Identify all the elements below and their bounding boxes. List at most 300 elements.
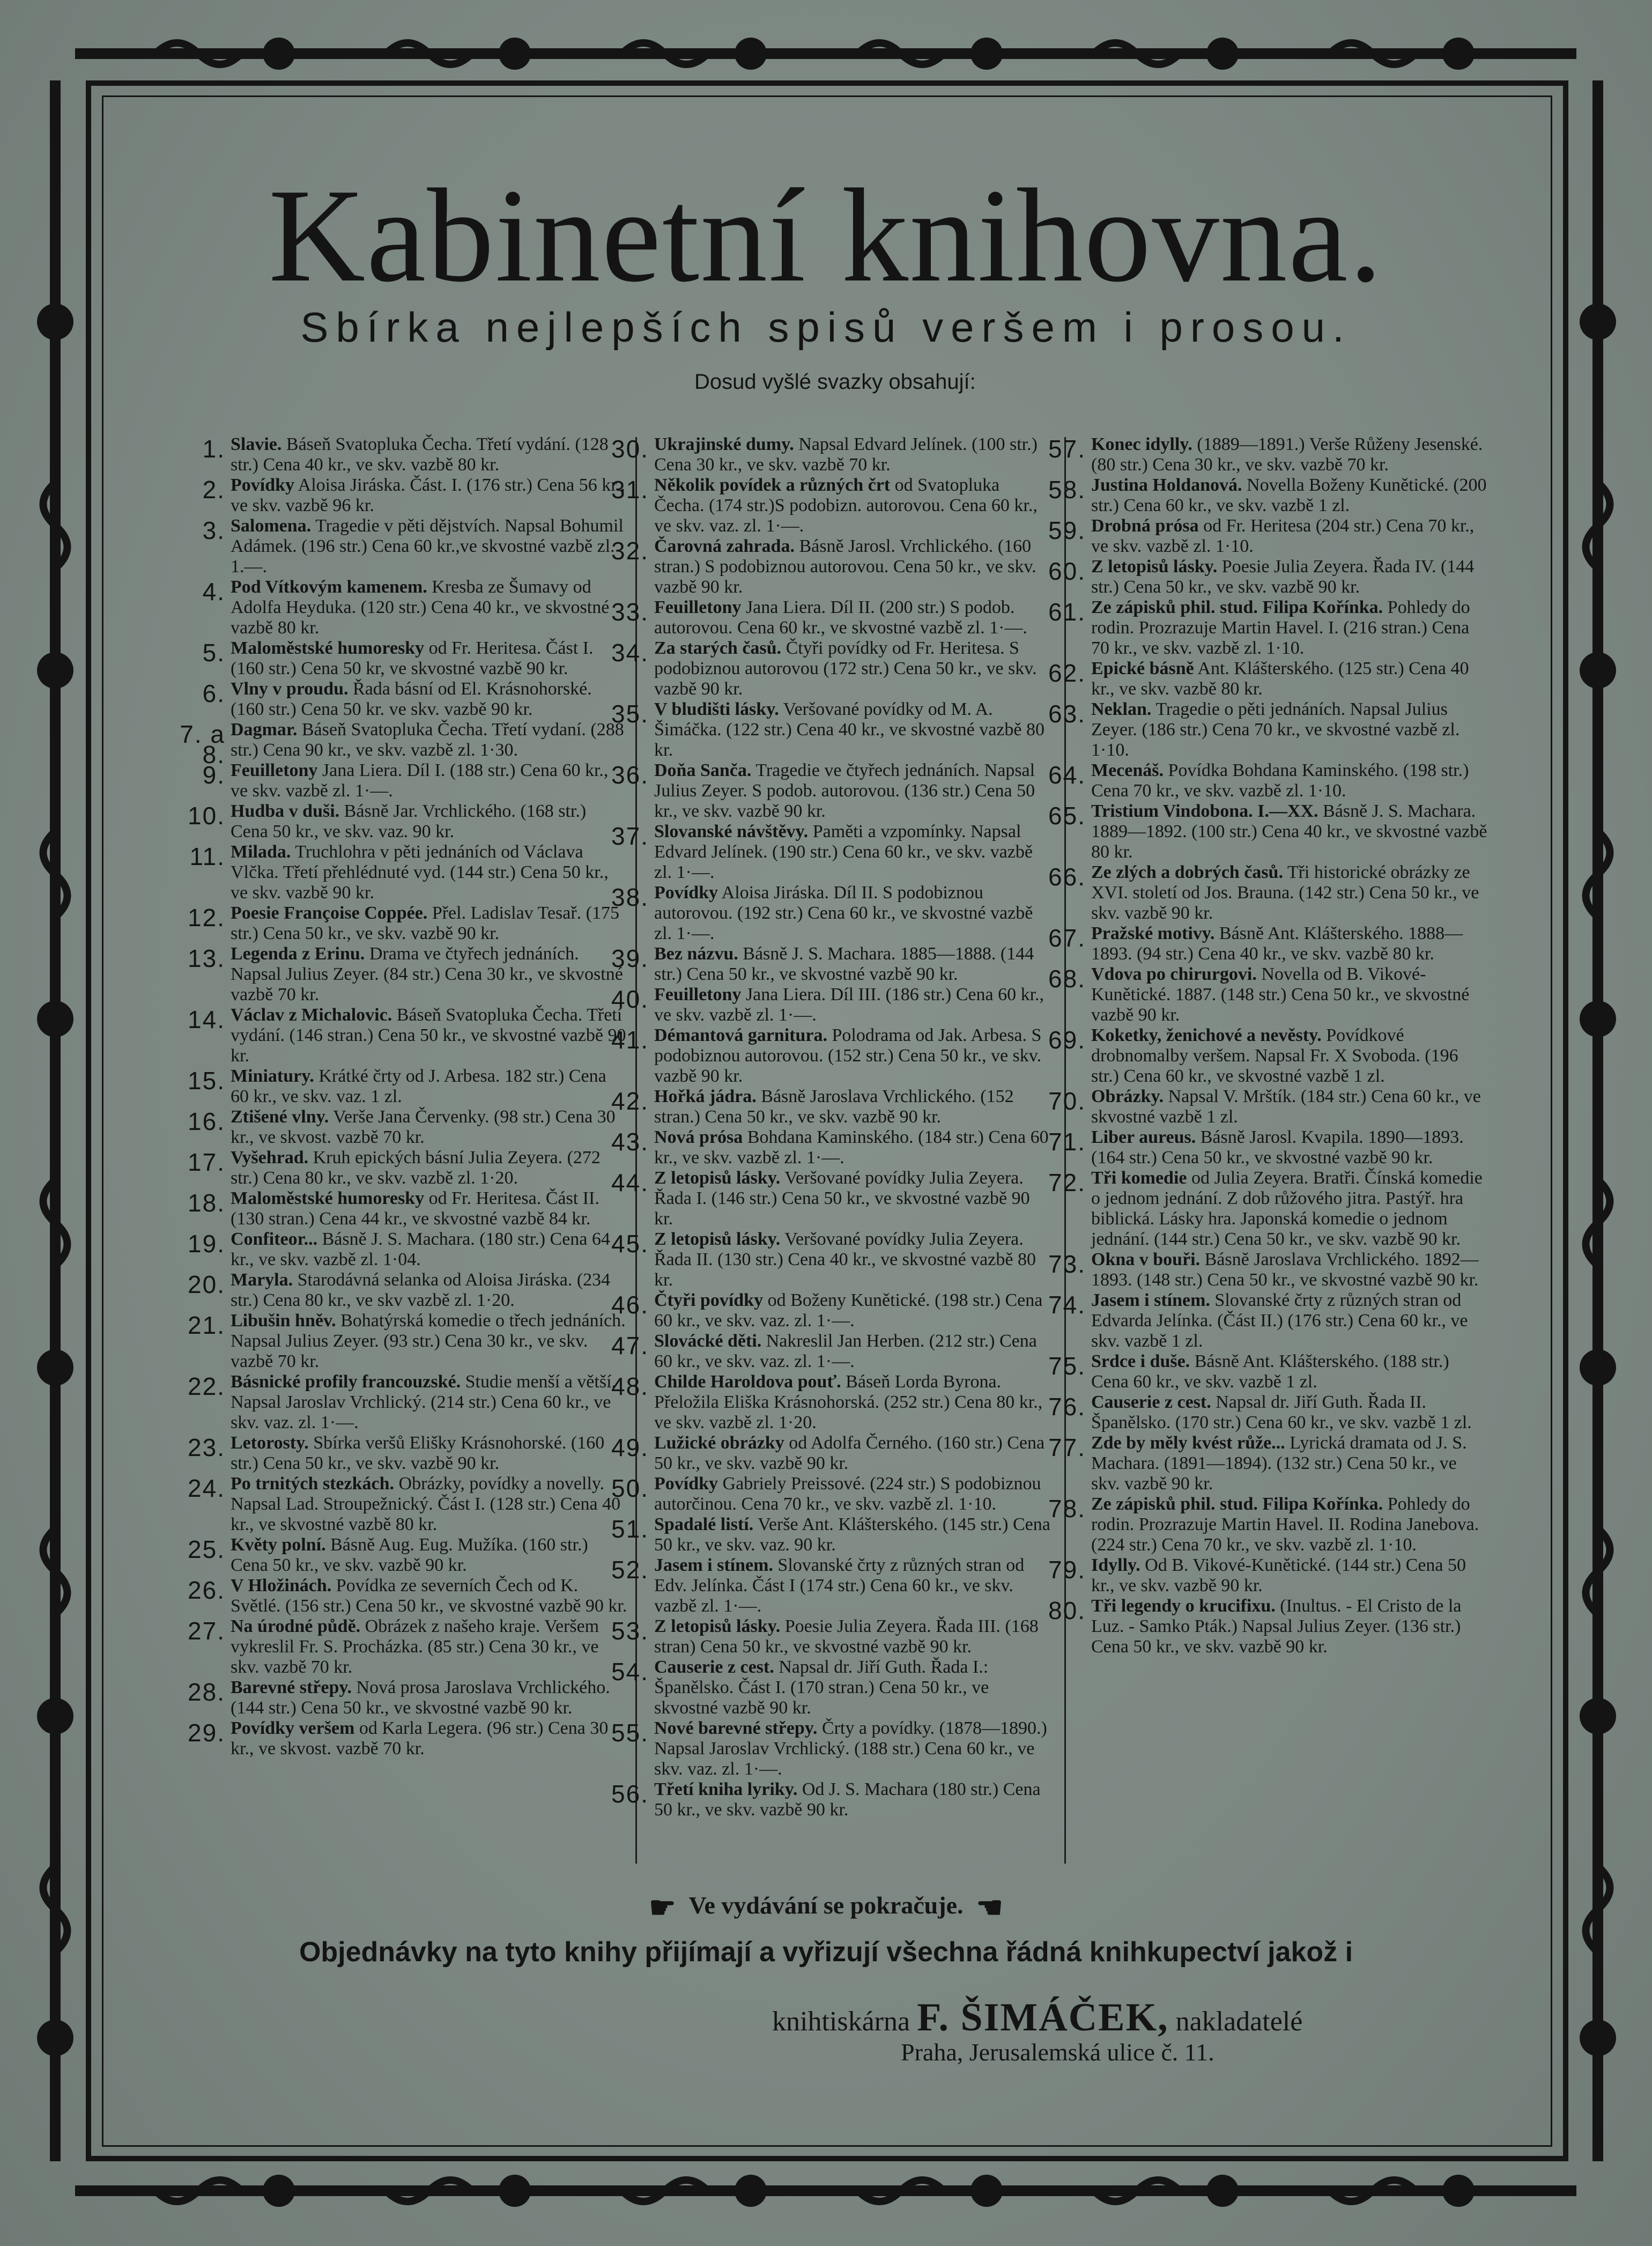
ornamental-scroll-border-icon — [75, 29, 1576, 78]
entry-title: Neklan. — [1091, 699, 1152, 719]
entry-number: 45. — [611, 1230, 649, 1258]
catalog-entry — [611, 822, 1051, 883]
catalog-entry — [188, 1188, 627, 1229]
entry-number: 55. — [611, 1719, 649, 1747]
entry-number: 44. — [611, 1169, 649, 1196]
entry-title: Vyšehrad. — [231, 1148, 309, 1168]
entry-number: 47. — [611, 1332, 649, 1360]
continuation-text: Ve vydávání se pokračuje. — [688, 1892, 964, 1919]
entry-title: Ze zápisků phil. stud. Filipa Kořínka. — [1091, 597, 1383, 617]
entry-number: 7. a 8. — [180, 720, 225, 769]
entry-description: Obrázky, povídky a novelly. Napsal Lad. Stroupežnický. Část I. (128 str.) Cena 40 kr., ve skvostné vazbě 80 kr. — [231, 1474, 621, 1534]
entry-number: 52. — [611, 1556, 649, 1584]
catalog-entry — [188, 903, 627, 944]
entry-description: Napsal V. Mrštík. (184 str.) Cena 60 kr., ve skvostné vazbě 1 zl. — [1091, 1087, 1481, 1127]
entry-description: Lyrická dramata od J. S. Machara. (1891—1894). (132 str.) Cena 50 kr., ve skv. vazbě 90 kr. — [1091, 1433, 1467, 1494]
entry-number: 66. — [1048, 863, 1086, 891]
entry-number: 64. — [1048, 761, 1086, 789]
entry-title: Slovácké děti. — [654, 1331, 762, 1351]
entry-description: Aloisa Jiráska. Část. I. (176 str.) Cena 56 kr., ve skv. vazbě 96 kr. — [231, 475, 625, 515]
entry-description: Povídka Bohdana Kaminského. (198 str.) Cena 70 kr., ve skv. vazbě zl. 1·10. — [1091, 760, 1469, 801]
entry-title: Povídky veršem — [231, 1718, 355, 1738]
entry-number: 13. — [188, 944, 225, 972]
publisher-address: Praha, Jerusalemská ulice č. 11. — [901, 2038, 1214, 2066]
catalog-entry — [202, 434, 627, 475]
entry-description: Od J. S. Machara (180 str.) Cena 50 kr., ve skv. vazbě 90 kr. — [654, 1779, 1041, 1820]
catalog-entry — [611, 1555, 1051, 1616]
entry-title: Jasem i stínem. — [654, 1555, 773, 1575]
entry-title: Jasem i stínem. — [1091, 1290, 1210, 1310]
entry-title: Slavie. — [231, 434, 282, 454]
catalog-entry — [202, 475, 627, 516]
entry-title: Ukrajinské dumy. — [654, 434, 794, 454]
entry-number: 36. — [611, 761, 649, 789]
entry-description: Drama ve čtyřech jednáních. Napsal Julius Zeyer. (84 str.) Cena 30 kr., ve skvostné vazbě 70 kr. — [231, 944, 623, 1004]
publisher-name: F. ŠIMÁČEK, — [917, 1996, 1169, 2040]
entry-title: Pod Vítkovým kamenem. — [231, 577, 427, 597]
entry-description: Kresba ze Šumavy od Adolfa Heyduka. (120 str.) Cena 40 kr., ve skvostné vazbě 80 kr. — [231, 577, 610, 638]
entry-title: Hudba v duši. — [231, 801, 340, 821]
page-subtitle: Sbírka nejlepších spisů veršem i prosou. — [300, 304, 1352, 351]
catalog-entry — [611, 1616, 1051, 1657]
entry-description: Napsal dr. Jiří Guth. Řada II. Španělsko. (170 str.) Cena 60 kr., ve skv. vazbě 1 zl. — [1091, 1392, 1472, 1432]
entry-description: Polodrama od Jak. Arbesa. S podobiznou autorovou. (152 str.) Cena 50 kr., ve skv. vazbě 90 kr. — [654, 1025, 1042, 1086]
entry-title: Konec idylly. — [1091, 434, 1192, 454]
catalog-entry — [188, 801, 627, 842]
entry-number: 4. — [202, 578, 225, 605]
entry-number: 33. — [611, 598, 649, 626]
entry-description: Tragedie o pěti jednáních. Napsal Julius Zeyer. (186 str.) Cena 70 kr., ve skvostné vazbě zl. 1·10. — [1091, 699, 1460, 760]
entry-title: Vlny v proudu. — [231, 679, 349, 699]
entry-description: Napsal dr. Jiří Guth. Řada I.: Španělsko. Část I. (170 stran.) Cena 50 kr., ve skvostné vazbě 90 kr. — [654, 1657, 989, 1718]
catalog-column-3 — [1048, 434, 1488, 1657]
catalog-entry — [1048, 699, 1488, 760]
entry-title: Hořká jádra. — [654, 1087, 757, 1106]
catalog-entry — [202, 760, 627, 801]
entry-number: 68. — [1048, 965, 1086, 993]
entry-title: Feuilletony — [654, 985, 742, 1004]
entry-description: Kruh epických básní Julia Zeyera. (272 str.) Cena 80 kr., ve skv. vazbě zl. 1·20. — [231, 1148, 601, 1188]
entry-description: Básně Jar. Vrchlického. (168 str.) Cena 50 kr., ve skv. vaz. 90 kr. — [231, 801, 587, 841]
entry-description: Báseň Svatopluka Čecha. Třetí vydání. (146 stran.) Cena 50 kr., ve skvostné vazbě 90 kr. — [231, 1005, 626, 1066]
entry-description: Truchlohra v pěti jednáních od Václava Vlčka. Třetí přehlédnuté vyd. (144 str.) Cena 50 kr., ve skv. vazbě 90 kr. — [231, 842, 609, 903]
entry-title: Letorosty. — [231, 1433, 309, 1453]
entry-description: Povídka ze severních Čech od K. Světlé. (156 str.) Cena 50 kr., ve skvostné vazbě 90 kr. — [231, 1576, 627, 1616]
entry-title: Po trnitých stezkách. — [231, 1474, 395, 1494]
catalog-entry — [611, 434, 1051, 475]
catalog-entry — [611, 1168, 1051, 1229]
catalog-entry — [611, 536, 1051, 597]
entry-title: Ze zlých a dobrých časů. — [1091, 862, 1283, 882]
entry-description: Ant. Klášterského. (125 str.) Cena 40 kr., ve skv. vazbě 80 kr. — [1091, 659, 1469, 699]
entry-description: od Julia Zeyera. Bratři. Čínská komedie o jednom jednání. Z dob růžového jitra. Pastýř. hra biblická. Lásky hra. Japonská komedie o jednom jednání. (144 str.) Cena 50 kr., ve skv. vazbě 90 kr. — [1091, 1168, 1483, 1249]
entry-description: Básně Jarosl. Vrchlického. (160 stran.) S podobiznou autorovou. Cena 50 kr., ve skv. vazbě 90 kr. — [654, 536, 1036, 597]
entry-description: Básně Ant. Klášterského. 1888—1893. (94 str.) Cena 40 kr., ve skv. vazbě 80 kr. — [1091, 923, 1463, 964]
entry-description: Báseň Svatopluka Čecha. Třetí vydaní. (288 str.) Cena 90 kr., ve skv. vazbě zl. 1·30. — [231, 720, 624, 760]
entry-title: Slovanské návštěvy. — [654, 822, 809, 841]
entry-number: 28. — [188, 1678, 225, 1706]
entry-number: 40. — [611, 985, 649, 1013]
entry-title: Vdova po chirurgovi. — [1091, 964, 1257, 984]
entry-description: Od B. Vikové-Kunětické. (144 str.) Cena 50 kr., ve skv. vazbě 90 kr. — [1091, 1555, 1466, 1595]
entry-description: Řada básní od El. Krásnohorské. (160 str.) Cena 50 kr. ve skv. vazbě 90 kr. — [231, 679, 592, 719]
entry-number: 15. — [188, 1067, 225, 1095]
entry-description: Básně Jaroslava Vrchlického. (152 stran.) Cena 50 kr., ve skv. vazbě 90 kr. — [654, 1087, 1014, 1127]
entry-description: Báseň Svatopluka Čecha. Třetí vydání. (128 str.) Cena 40 kr., ve skv. vazbě 80 kr. — [231, 434, 609, 475]
entry-title: Causerie z cest. — [654, 1657, 774, 1677]
entry-title: Maloměstské humoresky — [231, 638, 425, 658]
catalog-entry — [611, 760, 1051, 822]
catalog-entry — [188, 1148, 627, 1188]
catalog-entry — [611, 475, 1051, 536]
entry-title: Spadalé listí. — [654, 1514, 754, 1534]
catalog-entry — [1048, 1087, 1488, 1127]
entry-title: Z letopisů lásky. — [654, 1616, 781, 1636]
entry-title: Čarovná zahrada. — [654, 536, 795, 556]
entry-title: Tristium Vindobona. I.—XX. — [1091, 801, 1318, 821]
entry-title: Démantová garnitura. — [654, 1025, 827, 1045]
catalog-entry — [611, 1433, 1051, 1474]
entry-description: Nová prosa Jaroslava Vrchlického. (144 str.) Cena 50 kr., ve skvostné vazbě 90 kr. — [231, 1678, 610, 1718]
entry-description: Jana Liera. Díl II. (200 str.) S podob. autorovou. Cena 60 kr., ve skvostné vazbě zl. 1·—. — [654, 597, 1027, 638]
catalog-entry — [611, 883, 1051, 944]
catalog-entry — [611, 638, 1051, 699]
publisher-suffix: nakladatelé — [1175, 2006, 1303, 2037]
entry-title: Salomena. — [231, 516, 312, 536]
entry-title: V Hložinách. — [231, 1576, 332, 1595]
catalog-entry — [188, 1107, 627, 1148]
catalog-entry — [1048, 1494, 1488, 1555]
entry-number: 16. — [188, 1107, 225, 1135]
entry-description: od Svatopluka Čecha. (174 str.)S podobizn. autorovou. Cena 60 kr., ve skv. vaz. zl. 1·—. — [654, 475, 1038, 536]
entry-description: Jana Liera. Díl III. (186 str.) Cena 60 kr., ve skv. vazbě zl. 1·—. — [654, 985, 1044, 1025]
entry-description: Báseň Lorda Byrona. Přeložila Eliška Krásnohorská. (252 str.) Cena 80 kr., ve skv. vazbě zl. 1·20. — [654, 1372, 1043, 1432]
publisher-prefix: knihtiskárna — [772, 2006, 910, 2037]
entry-description: Bohdana Kaminského. (184 str.) Cena 60 kr., ve skv. vazbě zl. 1·—. — [654, 1127, 1049, 1168]
entry-description: Studie menší a větší. Napsal Jaroslav Vrchlický. (214 str.) Cena 60 kr., ve skv. vaz. zl. 1·—. — [231, 1372, 617, 1432]
entry-description: Básně Aug. Eug. Mužíka. (160 str.) Cena 50 kr., ve skv. vazbě 90 kr. — [231, 1535, 588, 1575]
entry-description: od Adolfa Černého. (160 str.) Cena 50 kr., ve skv. vazbě 90 kr. — [654, 1433, 1045, 1473]
entry-number: 56. — [611, 1780, 649, 1808]
catalog-entry — [188, 1066, 627, 1107]
entry-number: 77. — [1048, 1434, 1086, 1461]
entry-title: Feuilletony — [231, 760, 318, 780]
entry-description: Tragedie v pěti dějstvích. Napsal Bohumil Adámek. (196 str.) Cena 60 kr.,ve skvostné vazbě zl. 1.—. — [231, 516, 624, 577]
entry-number: 35. — [611, 700, 649, 728]
entry-number: 78. — [1048, 1495, 1086, 1523]
entry-number: 23. — [188, 1434, 225, 1461]
entry-description: (1889—1891.) Verše Růženy Jesenské. (80 str.) Cena 30 kr., ve skv. vazbě 70 kr. — [1091, 434, 1483, 475]
catalog-entry — [1048, 475, 1488, 516]
entry-number: 18. — [188, 1189, 225, 1217]
entry-description: Básně J. S. Machara. (180 str.) Cena 64 kr., ve skv. vazbě zl. 1·04. — [231, 1229, 610, 1269]
entry-description: Veršované povídky Julia Zeyera. Řada II. (130 str.) Cena 40 kr., ve skvostné vazbě 80 kr. — [654, 1229, 1036, 1290]
entry-description: Novella od B. Vikové-Kunětické. 1887. (148 str.) Cena 50 kr., ve skvostné vazbě 90 kr. — [1091, 964, 1470, 1025]
catalog-entry — [1048, 1555, 1488, 1596]
entry-title: Justina Holdanová. — [1091, 475, 1242, 495]
catalog-entry — [611, 1087, 1051, 1127]
catalog-entry — [1048, 1596, 1488, 1657]
entry-number: 26. — [188, 1576, 225, 1604]
entry-description: od Fr. Heritesa (204 str.) Cena 70 kr., ve skv. vazbě zl. 1·10. — [1091, 516, 1475, 556]
entry-title: Bez názvu. — [654, 944, 738, 964]
entry-number: 27. — [188, 1617, 225, 1645]
ornamental-scroll-border-icon — [75, 2167, 1576, 2215]
entry-number: 50. — [611, 1474, 649, 1502]
entry-title: Barevné střepy. — [231, 1678, 352, 1697]
entry-description: Veršované povídky od M. A. Šimáčka. (122 str.) Cena 40 kr., ve skvostné vazbě 80 kr. — [654, 699, 1045, 760]
ornamental-scroll-border-icon — [1568, 80, 1627, 2161]
entry-number: 10. — [188, 802, 225, 830]
entry-description: Gabriely Preissové. (224 str.) S podobiznou autorčinou. Cena 70 kr., ve skv. vazbě zl. 1·10. — [654, 1474, 1041, 1514]
ornamental-scroll-border-icon — [26, 80, 85, 2161]
entry-description: Jana Liera. Díl I. (188 str.) Cena 60 kr., ve skv. vazbě zl. 1·—. — [231, 760, 609, 801]
entry-description: od Fr. Heritesa. Část II. (130 stran.) Cena 44 kr., ve skvostné vazbě 84 kr. — [231, 1188, 599, 1229]
catalog-entry — [1048, 1392, 1488, 1433]
continuation-note — [0, 1890, 1652, 1925]
entry-number: 19. — [188, 1230, 225, 1258]
entry-title: Václav z Michalovic. — [231, 1005, 392, 1025]
entry-number: 22. — [188, 1372, 225, 1400]
catalog-column-2 — [611, 434, 1051, 1820]
entry-title: Tři legendy o krucifixu. — [1091, 1596, 1276, 1616]
entry-title: Miniatury. — [231, 1066, 314, 1086]
entry-description: Obrázek z našeho kraje. Veršem vykreslil Fr. S. Procházka. (85 str.) Cena 30 kr., ve skv. vazbě 70 kr. — [231, 1616, 599, 1677]
entry-description: Veršované povídky Julia Zeyera. Řada I. (146 str.) Cena 50 kr., ve skvostné vazbě 90 kr. — [654, 1168, 1030, 1229]
catalog-entry — [188, 1433, 627, 1474]
entry-number: 57. — [1048, 435, 1086, 463]
entry-title: Maryla. — [231, 1270, 293, 1290]
catalog-entry — [1048, 1250, 1488, 1290]
entry-number: 49. — [611, 1434, 649, 1461]
entry-number: 11. — [189, 843, 225, 870]
catalog-entry — [611, 1290, 1051, 1331]
entry-description: Starodávná selanka od Aloisa Jiráska. (234 str.) Cena 80 kr., ve skv vazbě zl. 1·20. — [231, 1270, 611, 1310]
entry-number: 67. — [1048, 924, 1086, 952]
entry-number: 29. — [188, 1719, 225, 1747]
catalog-entry — [611, 699, 1051, 760]
entry-number: 41. — [611, 1026, 649, 1054]
entry-title: Srdce i duše. — [1091, 1351, 1190, 1371]
entry-description: Slovanské črty z různých stran od Edvarda Jelínka. (Část II.) (176 str.) Cena 60 kr., ve skv. vazbě 1 zl. — [1091, 1290, 1468, 1351]
entry-title: Mecenáš. — [1091, 760, 1164, 780]
catalog-entry — [611, 597, 1051, 638]
entry-number: 31. — [611, 476, 649, 504]
entry-title: Pražské motivy. — [1091, 923, 1215, 943]
entry-number: 76. — [1048, 1393, 1086, 1421]
entry-description: Sbírka veršů Elišky Krásnohorské. (160 str.) Cena 50 kr., ve skv. vazbě 90 kr. — [231, 1433, 605, 1473]
entry-number: 12. — [188, 904, 225, 932]
entry-description: Verše Jana Červenky. (98 str.) Cena 30 kr., ve skvost. vazbě 70 kr. — [231, 1107, 616, 1147]
entry-title: Několik povídek a různých črt — [654, 475, 891, 495]
entry-title: Legenda z Erinu. — [231, 944, 365, 964]
entry-title: Ztišené vlny. — [231, 1107, 329, 1127]
entry-number: 79. — [1048, 1556, 1086, 1584]
catalog-entry — [611, 1025, 1051, 1087]
entry-description: Napsal Edvard Jelínek. (100 str.) Cena 30 kr., ve skv. vazbě 70 kr. — [654, 434, 1038, 475]
entry-description: od Karla Legera. (96 str.) Cena 30 kr., ve skvost. vazbě 70 kr. — [231, 1718, 609, 1759]
page-title: Kabinetní knihovna. — [268, 161, 1384, 310]
entry-number: 59. — [1048, 516, 1086, 544]
entry-title: Lužické obrázky — [654, 1433, 784, 1453]
entry-description: Krátké črty od J. Arbesa. 182 str.) Cena 60 kr., ve skv. vaz. 1 zl. — [231, 1066, 606, 1106]
catalog-entry — [1048, 964, 1488, 1025]
catalog-entry — [188, 944, 627, 1005]
catalog-entry — [188, 1005, 627, 1066]
catalog-entry — [188, 1576, 627, 1616]
entry-title: Povídky — [654, 1474, 718, 1494]
entry-number: 42. — [611, 1087, 649, 1115]
entry-number: 73. — [1048, 1250, 1086, 1278]
entry-description: Nakreslil Jan Herben. (212 str.) Cena 60 kr., ve skv. vaz. zl. 1·—. — [654, 1331, 1037, 1371]
entry-description: (Inultus. - El Cristo de la Luz. - Samko Pták.) Napsal Julius Zeyer. (136 str.) Cena 50 kr., ve skv. vazbě 90 kr. — [1091, 1596, 1462, 1657]
catalog-entry — [611, 985, 1051, 1025]
entry-title: Z letopisů lásky. — [654, 1168, 781, 1188]
catalog-entry — [188, 1372, 627, 1433]
catalog-entry — [1048, 1290, 1488, 1351]
catalog-entry — [188, 1474, 627, 1535]
entry-title: Milada. — [231, 842, 291, 862]
catalog-entry — [611, 1331, 1051, 1372]
entry-description: Básně Jaroslava Vrchlického. 1892—1893. (148 str.) Cena 50 kr., ve skvostné vazbě 90 kr. — [1091, 1250, 1479, 1290]
entry-number: 6. — [202, 679, 225, 707]
catalog-entry — [1048, 597, 1488, 659]
entry-title: Z letopisů lásky. — [1091, 557, 1218, 577]
entry-description: Poesie Julia Zeyera. Řada III. (168 stran) Cena 50 kr., ve skvostné vazbě 90 kr. — [654, 1616, 1039, 1657]
entry-number: 65. — [1048, 802, 1086, 830]
entry-title: Drobná prósa — [1091, 516, 1199, 536]
catalog-entry — [611, 944, 1051, 985]
entry-title: Ze zápisků phil. stud. Filipa Kořínka. — [1091, 1494, 1383, 1514]
catalog-entry — [202, 516, 627, 577]
entry-title: Poesie Françoise Coppée. — [231, 903, 428, 923]
entry-title: Childe Haroldova pouť. — [654, 1372, 841, 1392]
catalog-column-1 — [180, 434, 627, 1759]
entry-number: 39. — [611, 944, 649, 972]
catalog-entry — [202, 679, 627, 720]
entry-number: 46. — [611, 1291, 649, 1319]
entry-number: 43. — [611, 1128, 649, 1156]
pointing-hand-right-icon: ☛ — [649, 1892, 676, 1925]
catalog-entry — [188, 1535, 627, 1576]
entry-number: 24. — [188, 1474, 225, 1502]
catalog-entry — [188, 1270, 627, 1311]
catalog-entry — [611, 1127, 1051, 1168]
entry-number: 58. — [1048, 476, 1086, 504]
entry-title: Obrázky. — [1091, 1087, 1164, 1106]
intro-text: Dosud vyšlé svazky obsahují: — [694, 370, 976, 394]
catalog-entry — [1048, 557, 1488, 597]
catalog-entry — [1048, 923, 1488, 964]
entry-title: Z letopisů lásky. — [654, 1229, 781, 1249]
entry-number: 30. — [611, 435, 649, 463]
entry-number: 71. — [1048, 1128, 1086, 1156]
entry-number: 32. — [611, 537, 649, 565]
entry-description: Pohledy do rodin. Prozrazuje Martin Havel. I. (216 stran.) Cena 70 kr., ve skv. vazbě zl. 1·10. — [1091, 597, 1470, 658]
entry-title: Na úrodné půdě. — [231, 1616, 361, 1636]
entry-title: Idylly. — [1091, 1555, 1140, 1575]
entry-title: Feuilletony — [654, 597, 742, 617]
entry-title: Liber aureus. — [1091, 1127, 1196, 1147]
entry-number: 60. — [1048, 557, 1086, 585]
entry-number: 51. — [611, 1515, 649, 1543]
entry-title: Tři komedie — [1091, 1168, 1187, 1188]
catalog-entry — [1048, 1127, 1488, 1168]
entry-title: Květy polní. — [231, 1535, 326, 1555]
catalog-entry — [188, 1229, 627, 1270]
entry-number: 53. — [611, 1617, 649, 1645]
entry-title: Nová prósa — [654, 1127, 743, 1147]
catalog-entry — [1048, 760, 1488, 801]
entry-description: Novella Boženy Kunětické. (200 str.) Cena 60 kr., ve skv. vazbě 1 zl. — [1091, 475, 1487, 515]
catalog-entry — [611, 1229, 1051, 1290]
entry-number: 75. — [1048, 1352, 1086, 1380]
entry-title: Zde by měly kvést růže... — [1091, 1433, 1285, 1453]
entry-number: 5. — [202, 639, 225, 667]
entry-description: Básně Ant. Klášterského. (188 str.) Cena 60 kr., ve skv. vazbě 1 zl. — [1091, 1351, 1449, 1392]
entry-description: Aloisa Jiráska. Díl II. S podobiznou autorovou. (192 str.) Cena 60 kr., ve skvostné vazbě zl. 1·—. — [654, 883, 1033, 943]
entry-title: Dagmar. — [231, 720, 298, 740]
entry-description: Pohledy do rodin. Prozrazuje Martin Havel. II. Rodina Janebova. (224 str.) Cena 70 kr., ve skv. vazbě zl. 1·10. — [1091, 1494, 1479, 1555]
entry-number: 62. — [1048, 659, 1086, 687]
entry-number: 37. — [611, 822, 649, 850]
entry-description: Bohatýrská komedie o třech jednáních. Napsal Julius Zeyer. (93 str.) Cena 30 kr., ve skv. vazbě 70 kr. — [231, 1311, 626, 1371]
catalog-entry — [188, 1678, 627, 1718]
entry-description: Přel. Ladislav Tesař. (175 str.) Cena 50 kr., ve skv. vazbě 90 kr. — [231, 903, 619, 943]
catalog-entry — [180, 720, 627, 769]
entry-title: Koketky, ženichové a nevěsty. — [1091, 1025, 1322, 1045]
entry-number: 61. — [1048, 598, 1086, 626]
catalog-entry — [1048, 434, 1488, 475]
catalog-entry — [1048, 1433, 1488, 1494]
entry-description: Čtyři povídky od Fr. Heritesa. S podobiznou autorovou (172 str.) Cena 50 kr., ve skv. vazbě 90 kr. — [654, 638, 1037, 699]
entry-number: 20. — [188, 1270, 225, 1298]
entry-number: 21. — [188, 1311, 225, 1339]
catalog-entry — [1048, 1168, 1488, 1250]
entry-number: 1. — [202, 435, 225, 463]
entry-description: Básně J. S. Machara. 1889—1892. (100 str.) Cena 40 kr., ve skvostné vazbě 80 kr. — [1091, 801, 1487, 862]
catalog-entry — [1048, 1025, 1488, 1087]
entry-number: 25. — [188, 1535, 225, 1563]
entry-description: Povídkové drobnomalby veršem. Napsal Fr. X Svoboda. (196 str.) Cena 60 kr., ve skvostné vazbě 1 zl. — [1091, 1025, 1458, 1086]
entry-number: 69. — [1048, 1026, 1086, 1054]
entry-number: 3. — [202, 516, 225, 544]
entry-number: 74. — [1048, 1291, 1086, 1319]
catalog-entry — [202, 638, 627, 679]
catalog-entry — [611, 1514, 1051, 1555]
catalog-entry — [1048, 516, 1488, 557]
entry-description: Tři historické obrázky ze XVI. století od Jos. Brauna. (142 str.) Cena 50 kr., ve skv. vazbě 90 kr. — [1091, 862, 1479, 923]
entry-title: Nové barevné střepy. — [654, 1718, 818, 1738]
entry-description: od Boženy Kunětické. (198 str.) Cena 60 kr., ve skv. vaz. zl. 1·—. — [654, 1290, 1043, 1331]
entry-description: Poesie Julia Zeyera. Řada IV. (144 str.) Cena 50 kr., ve skv. vazbě 90 kr. — [1091, 557, 1475, 597]
entry-title: Básnické profily francouzské. — [231, 1372, 461, 1392]
entry-description: Paměti a vzpomínky. Napsal Edvard Jelínek. (190 str.) Cena 60 kr., ve skv. vazbě zl. 1·—. — [654, 822, 1033, 882]
entry-number: 72. — [1048, 1169, 1086, 1196]
entry-description: od Fr. Heritesa. Část I. (160 str.) Cena 50 kr, ve skvostné vazbě 90 kr. — [231, 638, 594, 678]
entry-title: Třetí kniha lyriky. — [654, 1779, 798, 1799]
entry-title: Epické básně — [1091, 659, 1194, 678]
entry-description: Črty a povídky. (1878—1890.) Napsal Jaroslav Vrchlický. (188 str.) Cena 60 kr., ve skv. vaz. zl. 1·—. — [654, 1718, 1047, 1779]
entry-title: Za starých časů. — [654, 638, 782, 658]
entry-title: Maloměstské humoresky — [231, 1188, 425, 1208]
catalog-entry — [188, 1616, 627, 1678]
entry-number: 80. — [1048, 1597, 1086, 1624]
entry-description: Básně Jarosl. Kvapila. 1890—1893. (164 str.) Cena 50 kr., ve skvostné vazbě 90 kr. — [1091, 1127, 1464, 1168]
entry-description: Verše Ant. Klášterského. (145 str.) Cena 50 kr., ve skv. vaz. 90 kr. — [654, 1514, 1050, 1555]
entry-description: Slovanské črty z různých stran od Edv. Jelínka. Část I (174 str.) Cena 60 kr., ve skv. vazbě zl. 1·—. — [654, 1555, 1025, 1616]
entry-title: Okna v bouři. — [1091, 1250, 1201, 1269]
